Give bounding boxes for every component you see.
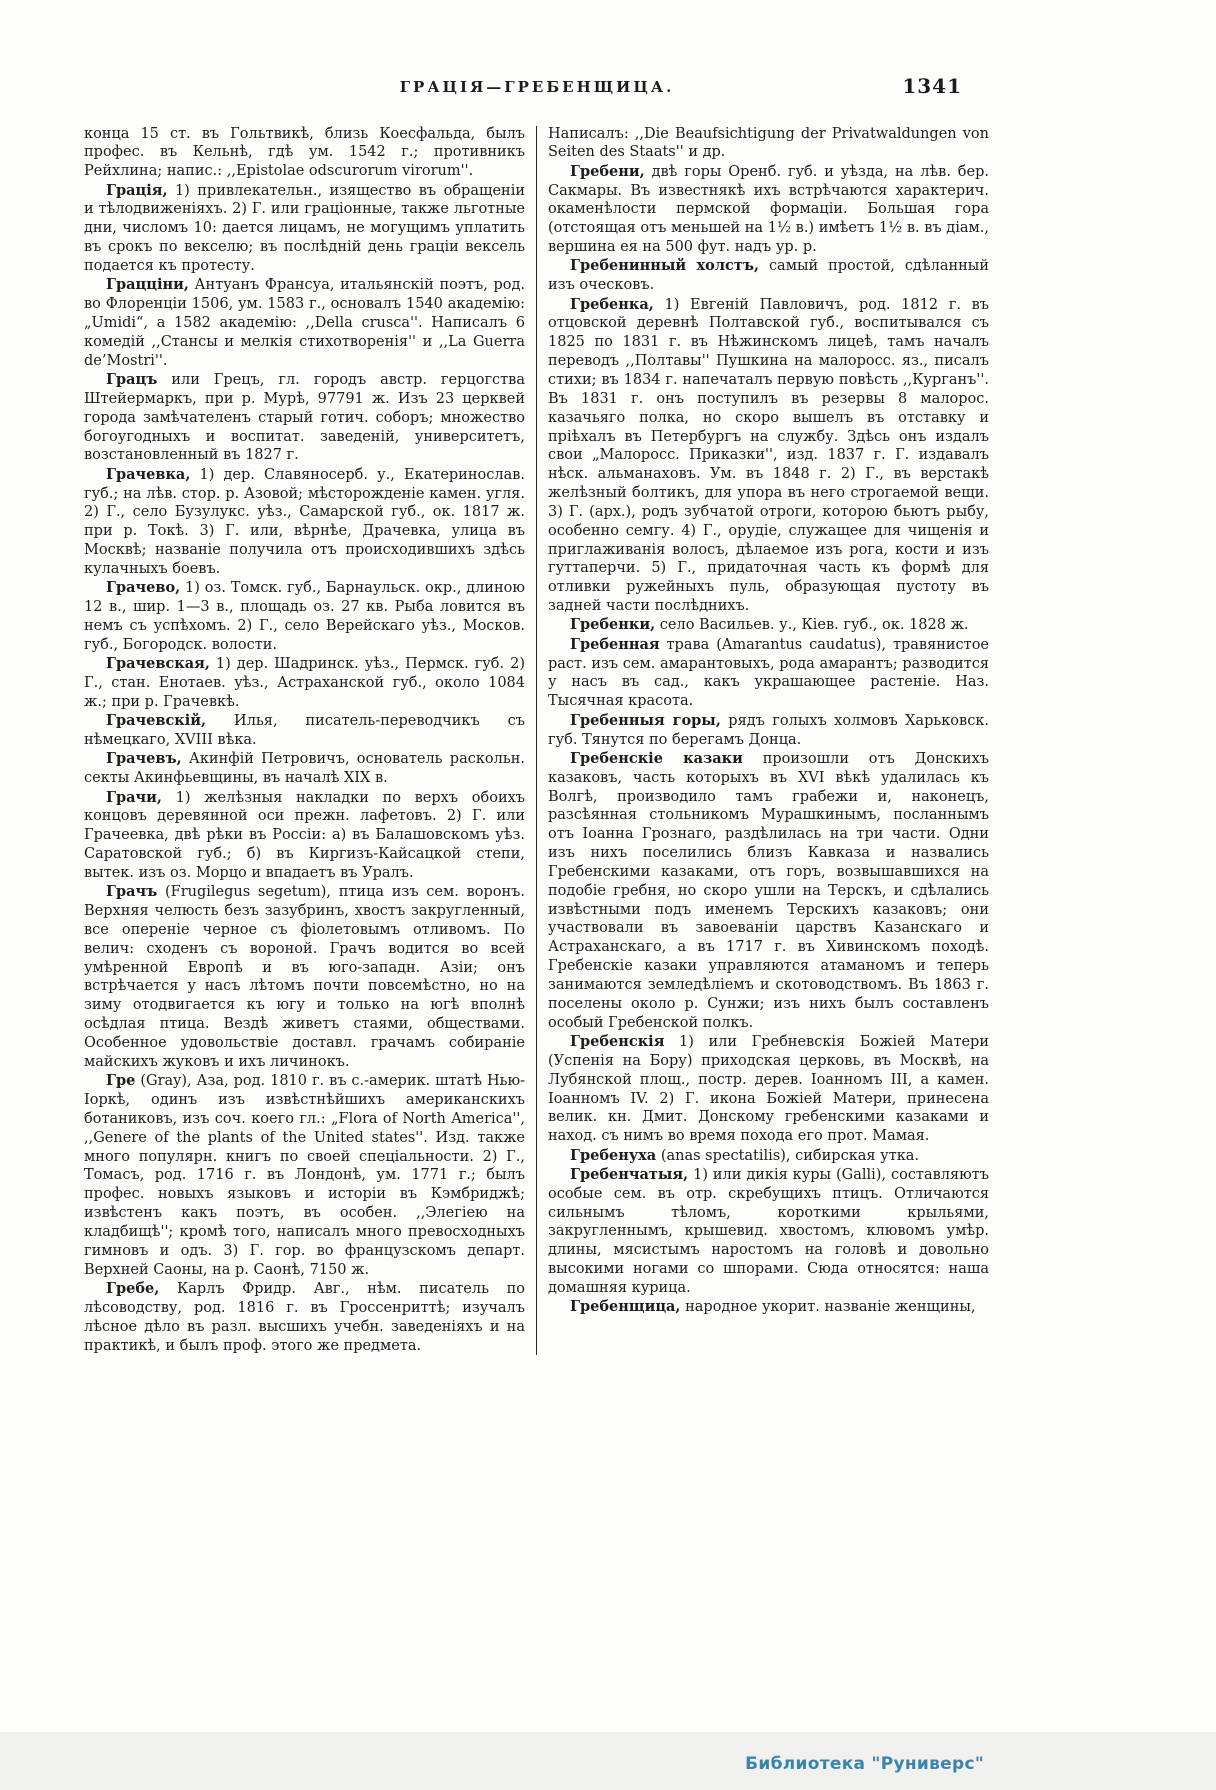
page-number: 1341 — [902, 74, 962, 98]
entry: Гребенки, село Васильев. у., Кіев. губ., ок. 1828 ж. — [570, 616, 969, 634]
entry-headword: Грачъ — [106, 883, 158, 901]
entry: Грачъ (Frugilegus segetum), птица изъ сем. воронъ. Верхняя челюсть безъ зазубринъ, хвостъ закругленный, все опереніе черное съ фіолетовымъ отливомъ. По велич: сходенъ съ вороной. Грачъ водится во всей умѣренной Европѣ и въ юго-западн. Азіи; онъ встрѣчается у насъ лѣтомъ почти повсемѣстно, но на зиму отодвигается къ югу и только на югѣ вполнѣ осѣдлая птица. Вездѣ живетъ стаями, обществами. Особенное удовольствіе доставл. грачамъ собираніе майскихъ жуковъ и ихъ личинокъ. — [84, 883, 525, 1070]
entry-headword: Гребени, — [570, 162, 645, 180]
page-content — [84, 74, 990, 1355]
entry-headword: Гребенчатыя, — [570, 1165, 689, 1183]
entry: Гребенчатыя, 1) или дикія куры (Galli), составляютъ особые сем. въ отр. скребущихъ птицъ. Отличаются сильнымъ тѣломъ, короткими крыльями, закругленнымъ, крышевид. хвостомъ, клювомъ умѣр. длины, мясистымъ наростомъ на головѣ и довольно высокими ногами со шпорами. Сюда относятся: наша домашняя курица. — [548, 1165, 989, 1296]
right-column — [548, 124, 989, 1355]
entry-continuation: конца 15 ст. въ Гольтвикѣ, близь Коесфальда, былъ профес. въ Кельнѣ, гдѣ ум. 1542 г.; противникъ Рейхлина; напис.: ,,Epistolae odscurorum virorum''. — [84, 125, 525, 180]
entry-headword: Грачевская, — [106, 655, 210, 673]
entry-headword: Гребенки, — [570, 616, 656, 634]
entry: Гребени, двѣ горы Оренб. губ. и уѣзда, на лѣв. бер. Сакмары. Въ известнякѣ ихъ встрѣчаются характерич. окаменѣлости пермской формаціи. Большая гора (отстоящая отъ меньшей на 1½ в.) имѣетъ 1½ в. въ діам., вершина ея на 500 фут. надъ ур. р. — [548, 162, 989, 256]
entry-headword: Грація, — [106, 181, 168, 199]
entry-headword: Гребенуха — [570, 1146, 657, 1164]
entry-headword: Грацціни, — [106, 276, 189, 294]
entry-headword: Гребенныя горы, — [570, 711, 721, 729]
entry-headword: Гребенщица, — [570, 1298, 681, 1316]
entry-headword: Гребенскія — [570, 1033, 665, 1050]
running-head: ГРАЦІЯ—ГРЕБЕНЩИЦА. — [399, 78, 675, 96]
entry: Грацціни, Антуанъ Франсуа, итальянскій поэтъ, род. во Флоренціи 1506, ум. 1583 г., основалъ 1540 академію: „Umidi“, а 1582 академію: ,,Della crusca''. Написалъ 6 комедій ,,Стансы и мелкія стихотворенія'' и ,,La Guerra de’Mostri''. — [84, 276, 526, 369]
entry: Гребенныя горы, рядъ голыхъ холмовъ Харьковск. губ. Тянутся по берегамъ Донца. — [548, 711, 989, 748]
library-watermark: Библиотека "Руниверс" — [745, 1754, 984, 1774]
entry: Грачево, 1) оз. Томск. губ., Барнаульск. окр., длиною 12 в., шир. 1—3 в., площадь оз. 27 кв. Рыба ловится въ немъ съ успѣхомъ. 2) Г., село Верейскаго уѣз., Москов. губ., Богородск. волости. — [84, 579, 525, 653]
entry: Грачевка, 1) дер. Славяносерб. у., Екатеринослав. губ.; на лѣв. стор. р. Азовой; мѣсторожденіе камен. угля. 2) Г., село Бузулукс. уѣз., Самарской губ., ок. 1817 ж. при р. Токѣ. 3) Г. или, вѣрнѣе, Драчевка, улица въ Москвѣ; названіе получила отъ происходившихъ здѣсь кулачныхъ боевъ. — [84, 465, 525, 577]
entry: Гребе, Карлъ Фридр. Авг., нѣм. писатель по лѣсоводству, род. 1816 г. въ Гроссенриттѣ; изучалъ лѣсное дѣло въ разл. высшихъ учебн. заведеніяхъ и на практикѣ, и былъ проф. этого же предмета. — [84, 1279, 525, 1354]
text-columns — [84, 124, 990, 1355]
entry-headword: Грачи, — [106, 788, 162, 806]
left-column — [84, 124, 525, 1355]
page-header — [84, 74, 990, 108]
footer-band — [0, 1732, 1216, 1790]
entry: Гребенинный холстъ, самый простой, сдѣланный изъ оческовъ. — [548, 257, 989, 294]
entry-headword: Гребе, — [106, 1279, 160, 1297]
entry-headword: Гребенка, — [570, 295, 654, 313]
entry: Гре (Gray), Аза, род. 1810 г. въ с.-америк. штатѣ Нью-Іоркѣ, одинъ изъ извѣстнѣйшихъ американскихъ ботаниковъ, изъ соч. коего гл.: „Flora of North America'', ,,Genere of the plants of the United states''. Изд. также много популярн. книгъ по своей спеціальности. 2) Г., Томасъ, род. 1716 г. въ Лондонѣ, ум. 1771 г.; былъ профес. новыхъ языковъ и исторіи въ Кэмбриджѣ; извѣстенъ какъ поэтъ, въ особен. ,,Элегіею на кладбищѣ''; кромѣ того, написалъ много превосходныхъ гимновъ и одъ. 3) Г. гор. во французскомъ департ. Верхней Саоны, на р. Саонѣ, 7150 ж. — [84, 1072, 526, 1278]
entry: Гребенскіе казаки произошли отъ Донскихъ казаковъ, часть которыхъ въ XVI вѣкѣ удалилась къ Волгѣ, производило тамъ грабежи и, наконецъ, разсѣянная стольникомъ Мурашкинымъ, посланнымъ отъ Іоанна Грознаго, раздѣлилась на три части. Одни изъ нихъ поселились близъ Кавказа и назвались Гребенскими казаками, отъ горъ, возвышавшихся на подобіе гребня, но скоро ушли на Терскъ, и сдѣлались извѣстными подъ именемъ Терскихъ казаковъ; они участвовали въ завоеваніи царствъ Казанскаго и Астраханскаго, а въ 1717 г. въ Хивинскомъ походѣ. Гребенскіе казаки управляются атаманомъ и теперь занимаются земледѣліемъ и скотоводствомъ. Въ 1863 г. поселены около р. Сунжи; изъ нихъ былъ составленъ особый Гребенской полкъ. — [548, 749, 990, 1031]
entry: Гребенскія 1) или Гребневскія Божіей Матери (Успенія на Бору) приходская церковь, въ Москвѣ, на Лубянской площ., постр. дерев. Іоанномъ III, а камен. Іоанномъ IV. 2) Г. икона Божіей Матери, принесена велик. кн. Дмит. Донскому гребенскими казаками и наход. съ нимъ во время похода его прот. Мамая. — [548, 1033, 990, 1145]
entry: Грачи, 1) желѣзныя накладки по верхъ обоихъ концовъ деревянной оси прежн. лафетовъ. 2) Г. или Грачеевка, двѣ рѣки въ Россіи: а) въ Балашовскомъ уѣз. Саратовской губ.; б) въ Киргизъ-Кайсацкой степи, вытек. изъ оз. Морцо и впадаетъ въ Уралъ. — [84, 788, 526, 881]
entry-headword: Гре — [106, 1072, 136, 1090]
entry: Гребенуха (anas spectatilis), сибирская утка. — [570, 1146, 920, 1164]
entry: Гребенщица, народное укорит. названіе женщины, — [570, 1298, 976, 1316]
entry-headword: Гребенинный холстъ, — [570, 257, 760, 275]
entry: Грачевскій, Илья, писатель-переводчикъ съ нѣмецкаго, XVIII вѣка. — [84, 712, 525, 748]
entry: Грацъ или Грецъ, гл. городъ австр. герцогства Штейермаркъ, при р. Мурѣ, 97791 ж. Изъ 23 церквей города замѣчателенъ старый готич. соборъ; множество богоугодныхъ и воспитат. заведеній, университетъ, возстановленный въ 1827 г. — [84, 370, 525, 464]
entry-headword: Грачевка, — [106, 465, 191, 483]
entry: Гребенка, 1) Евгеній Павловичъ, род. 1812 г. въ отцовской деревнѣ Полтавской губ., воспитывался съ 1825 по 1831 г. въ Нѣжинскомъ лицеѣ, тамъ началъ переводъ ,,Полтавы'' Пушкина на малоросс. яз., писалъ стихи; въ 1834 г. напечаталъ первую повѣсть ,,Курганъ''. Въ 1831 г. онъ поступилъ въ резервы 8 малорос. казачьяго полка, но скоро вышелъ въ отставку и пріѣхалъ въ Петербургъ на службу. Здѣсь онъ издалъ свои „Малоросс. Приказки'', изд. 1837 г. Г. издавалъ нѣск. альманаховъ. Ум. въ 1848 г. 2) Г., въ верстакѣ желѣзный болтикъ, для упора въ него строгаемой вещи. 3) Г. (арх.), родъ зубчатой отроги, которою бьютъ рыбу, особенно семгу. 4) Г., орудіе, служащее для чищенія и приглаживанія волосъ, дѣлаемое изъ рога, кости и изъ гуттаперчи. 5) Г., придаточная часть къ формѣ для отливки ружейныхъ пуль, образующая пустоту въ задней части послѣднихъ. — [548, 295, 990, 615]
entry: Грачевъ, Акинфій Петровичъ, основатель раскольн. секты Акинфьевщины, въ началѣ XIX в. — [84, 750, 526, 787]
entry: Грація, 1) привлекательн., изящество въ обращеніи и тѣлодвиженіяхъ. 2) Г. или граціонные, также льготные дни, числомъ 10: дается лицамъ, не могущимъ уплатить въ срокъ по векселю; въ послѣдній день граціи вексель подается къ протесту. — [84, 181, 525, 274]
column-divider — [536, 126, 537, 1355]
entry-continuation: Написалъ: ,,Die Beaufsichtigung der Privatwaldungen von Seiten des Staats'' и др. — [548, 125, 989, 161]
entry-headword: Грачевъ, — [106, 750, 182, 768]
entry-headword: Грачево, — [106, 579, 181, 597]
entry: Грачевская, 1) дер. Шадринск. уѣз., Пермск. губ. 2) Г., стан. Енотаев. уѣз., Астраханской губ., около 1084 ж.; при р. Грачевкѣ. — [84, 655, 526, 710]
entry-headword: Грачевскій, — [106, 712, 207, 730]
entry-headword: Гребенскіе казаки — [570, 749, 743, 767]
entry-headword: Грацъ — [106, 370, 158, 388]
entry: Гребенная трава (Amarantus caudatus), травянистое раст. изъ сем. амарантовыхъ, рода амарантъ; разводится у насъ въ сад., какъ украшающее растеніе. Наз. Тысячная красота. — [548, 635, 990, 710]
entry-headword: Гребенная — [570, 635, 660, 653]
